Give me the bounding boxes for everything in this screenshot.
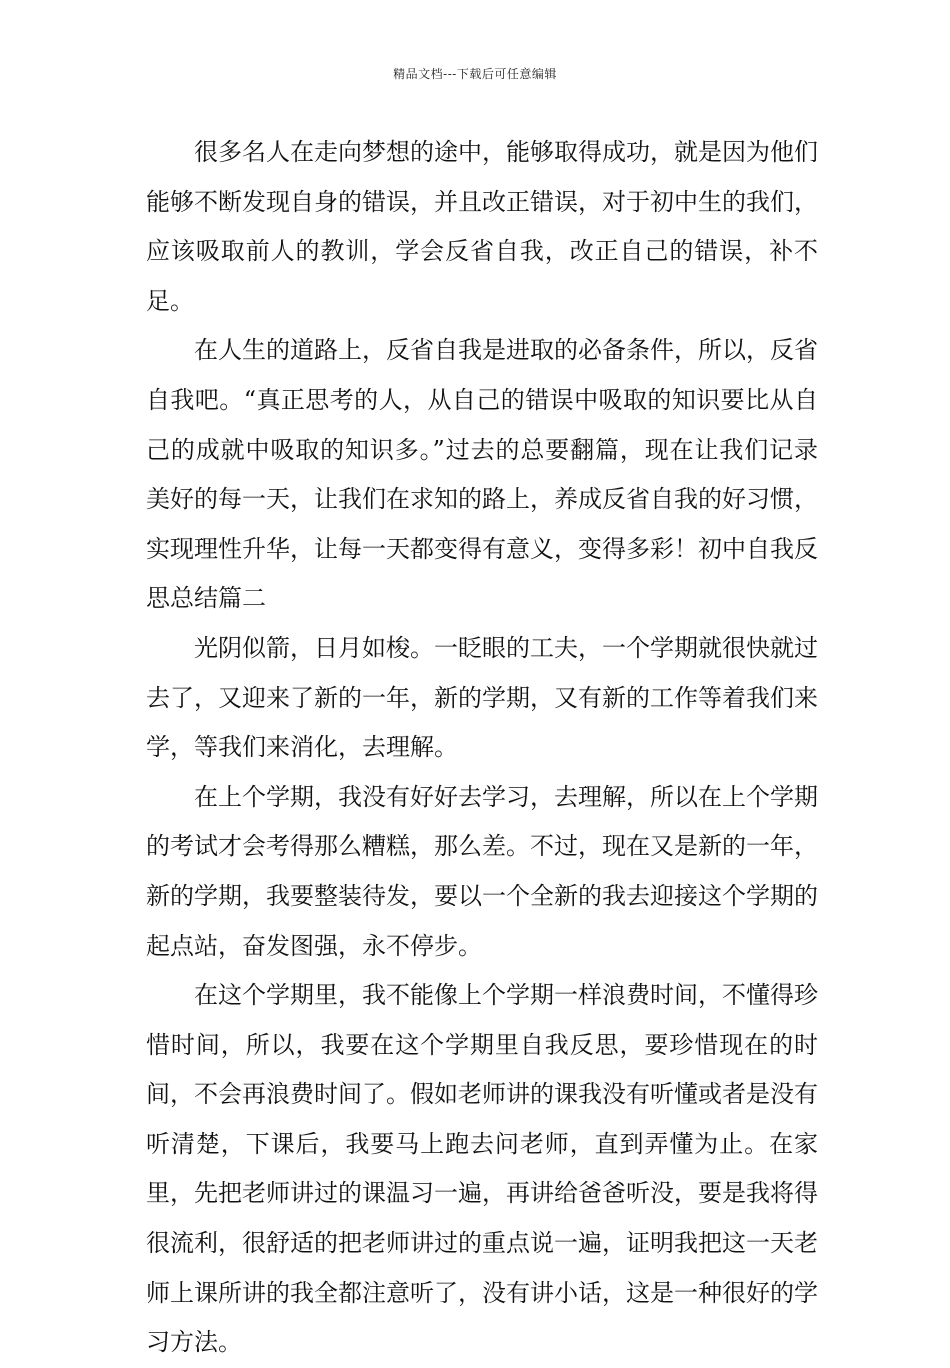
document-body bbox=[146, 128, 818, 1368]
paragraph-1: 很多名人在走向梦想的途中，能够取得成功，就是因为他们能够不断发现自身的错误，并且改正错误，对于初中生的我们，应该吸取前人的教训，学会反省自我，改正自己的错误，补不足。 bbox=[146, 138, 818, 315]
paragraph-4: 在上个学期，我没有好好去学习，去理解，所以在上个学期的考试才会考得那么糟糕，那么差。不过，现在又是新的一年，新的学期，我要整装待发，要以一个全新的我去迎接这个学期的起点站，奋发图强，永不停步。 bbox=[146, 782, 818, 960]
paragraph-2: 在人生的道路上，反省自我是进取的必备条件，所以，反省自我吧。“真正思考的人，从自己的错误中吸取的知识要比从自己的成就中吸取的知识多。”过去的总要翻篇，现在让我们记录美好的每一天，让我们在求知的路上，养成反省自我的好习惯，实现理性升华，让每一天都变得有意义，变得多彩！初中自我反思总结篇二 bbox=[146, 336, 818, 613]
page-header: 精品文档---下载后可任意编辑 bbox=[393, 67, 557, 81]
paragraph-3: 光阴似箭，日月如梭。一眨眼的工夫，一个学期就很快就过去了，又迎来了新的一年，新的学期，又有新的工作等着我们来学，等我们来消化，去理解。 bbox=[146, 633, 818, 762]
paragraph-5: 在这个学期里，我不能像上个学期一样浪费时间，不懂得珍惜时间，所以，我要在这个学期里自我反思，要珍惜现在的时间，不会再浪费时间了。假如老师讲的课我没有听懂或者是没有听清楚，下课后，我要马上跑去问老师，直到弄懂为止。在家里，先把老师讲过的课温习一遍，再讲给爸爸听没，要是我将得很流利，很舒适的把老师讲过的重点说一遍，证明我把这一天老师上课所讲的我全都注意听了，没有讲小话，这是一种很好的学习方法。 bbox=[146, 981, 818, 1357]
